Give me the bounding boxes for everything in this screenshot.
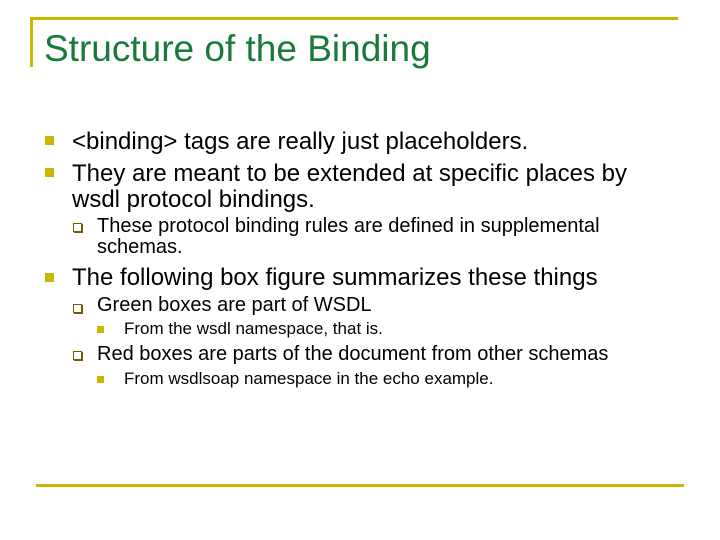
sub-bullet-text: Green boxes are part of WSDL xyxy=(97,294,372,316)
hollow-square-bullet-icon xyxy=(73,223,82,232)
hollow-square-bullet-icon xyxy=(73,304,82,313)
small-square-bullet-icon xyxy=(97,376,104,383)
small-square-bullet-icon xyxy=(97,326,104,333)
sub-bullet-text: These protocol binding rules are defined in supplemental xyxy=(97,215,600,237)
bullet-text-continuation: wsdl protocol bindings. xyxy=(72,186,315,213)
frame-left-rule xyxy=(30,17,33,67)
frame-bottom-rule xyxy=(36,484,684,487)
sub-bullet-text: Red boxes are parts of the document from other schemas xyxy=(97,343,609,365)
bullet-text: The following box figure summarizes these things xyxy=(72,264,598,291)
square-bullet-icon xyxy=(45,273,54,282)
bullet-text: They are meant to be extended at specific places by xyxy=(72,160,627,187)
frame-top-rule xyxy=(30,17,678,20)
sub-sub-bullet-text: From the wsdl namespace, that is. xyxy=(124,319,383,338)
square-bullet-icon xyxy=(45,136,54,145)
bullet-text: <binding> tags are really just placeholders. xyxy=(72,128,529,155)
square-bullet-icon xyxy=(45,168,54,177)
sub-bullet-text-continuation: schemas. xyxy=(97,236,183,258)
slide-title: Structure of the Binding xyxy=(44,28,431,69)
sub-sub-bullet-text: From wsdlsoap namespace in the echo example. xyxy=(124,369,494,388)
hollow-square-bullet-icon xyxy=(73,351,82,360)
